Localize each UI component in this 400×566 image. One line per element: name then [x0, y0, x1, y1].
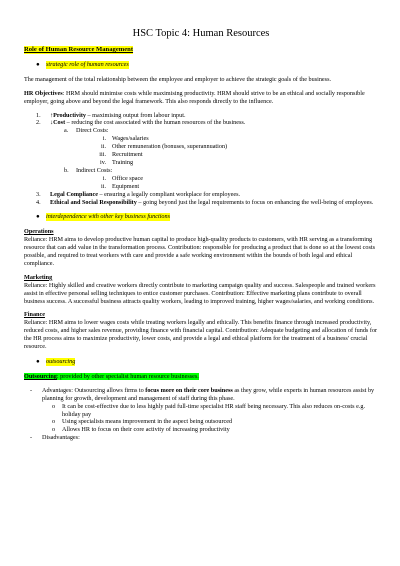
list-item-text	[50, 199, 373, 207]
advantage-sub-item	[52, 403, 378, 419]
list-number: 2.	[36, 119, 41, 127]
bullet-strategic-role-text: strategic role of human resources	[46, 60, 129, 68]
bullet-outsourcing	[36, 358, 378, 366]
finance-heading: Finance	[24, 311, 45, 319]
roman-number: i.	[102, 174, 106, 182]
indirect-costs-label: Indirect Costs:	[76, 166, 113, 174]
advantage-sub-text: Allows HR to focus on their core activity of increasing productivity	[62, 426, 230, 434]
advantages-post: as they grow, while experts in human resources assist by planning for growth, development and management of staff during this phase.	[42, 386, 375, 402]
list-number: 3.	[36, 190, 41, 198]
outsourcing-highlight	[24, 373, 199, 380]
roman-number: ii.	[101, 143, 106, 151]
bullet-icon: ●	[36, 60, 40, 68]
marketing-paragraph: Reliance: Highly skilled and creative workers directly contribute to marketing campaign quality and success. Salespeople and trained workers assist in effective personal selling techniques to entice customer purchases. Contribution: Effective marketing plans contribute to overall business success. A successful business attracts quality workers, leading to improved training, higher wages/salaries, and working conditions.	[24, 281, 376, 305]
sub-list-item	[82, 135, 378, 143]
advantage-sub-text: Using specialists means improvement in the aspect being outsourced	[62, 418, 233, 426]
list-item-desc: – ensuring a legally compliant workplace for employees.	[97, 190, 241, 198]
direct-costs-label: Direct Costs:	[76, 127, 109, 135]
sub-list-text: Recruitment	[112, 151, 143, 159]
advantages-text	[42, 387, 378, 403]
section-heading-role: Role of Human Resource Management	[24, 46, 134, 53]
advantage-sub-text: It can be cost-effective due to less highly paid full-time specialist HR staff being necessary. This also reduces on-costs e.g. holiday pay	[62, 402, 366, 418]
list-item-desc: – maximising output from labour input.	[85, 111, 186, 119]
bullet-icon: ●	[36, 358, 40, 365]
circle-bullet: o	[52, 426, 56, 434]
outsourcing-definition	[24, 373, 378, 381]
operations-paragraph: Reliance: HRM aims to develop productive human capital to produce high-quality products to customers, with HR serving as a transforming resource that can add value in the transformation process. Contribution: responsible for producing a product that is done so at the lowest costs possible, and required to treat workers with care and provide a safe working environment within the bounds of both legal and ethical compliance.	[24, 236, 376, 267]
list-item-label: ↑Productivity	[50, 111, 86, 119]
sub-list-item	[82, 183, 378, 191]
list-item-label: Legal Compliance	[50, 190, 98, 198]
bullet-interdependence-text: interdependence with other key business functions	[46, 213, 171, 221]
list-item-desc: – reducing the cost associated with the human resources of the business.	[65, 119, 246, 127]
sub-list-text: Other remuneration (bonuses, superannuation)	[112, 143, 228, 151]
outsourcing-text: : provided by other specialist human resource businesses.	[56, 372, 199, 380]
advantages-bold: focus more on their core business	[145, 386, 233, 394]
hr-objectives-label: HR Objectives	[24, 89, 63, 97]
list-item-text	[50, 191, 240, 199]
list-item-label: ↓Cost	[50, 119, 66, 127]
sub-list-item	[82, 175, 378, 183]
hr-objectives-text: : HRM should minimise costs while maximising productivity. HRM should strive to be an ethical and socially responsible employer, going above and beyond the legal framework. This also responds directly to the influence.	[24, 89, 365, 105]
sub-list-text: Office space	[112, 174, 143, 182]
direct-costs-item	[52, 127, 378, 135]
bullet-icon: ●	[36, 213, 40, 221]
roman-number: i.	[102, 135, 106, 143]
marketing-heading: Marketing	[24, 273, 53, 281]
list-item	[24, 191, 378, 199]
bullet-outsourcing-text: outsourcing	[46, 358, 76, 365]
dash-bullet: -	[30, 386, 33, 394]
advantages-pre: Advantages: Outsourcing allows firms to	[42, 386, 146, 394]
finance-paragraph: Reliance: HRM aims to lower wages costs while treating workers legally and ethically. This benefits finance through increased productivity, reduced costs, and higher sales revenue, providing finance with financial capital. Contribution: Adequate budgeting and allocation of funds for the HR process aims to maximize productivity, lower costs, and provide a legal and ethical platform for the treatment of a business' crucial resource.	[24, 319, 378, 351]
roman-number: iv.	[100, 158, 106, 166]
indirect-costs-item	[52, 167, 378, 175]
page-title: HSC Topic 4: Human Resources	[132, 28, 270, 39]
list-item-label: Ethical and Social Responsibility	[50, 198, 137, 206]
roman-number: iii.	[99, 151, 106, 159]
dash-bullet: -	[30, 434, 33, 442]
advantages-item	[30, 387, 378, 403]
sub-list-text: Wages/salaries	[112, 135, 149, 143]
list-item-text	[50, 119, 245, 127]
list-number: 1.	[36, 111, 41, 119]
bullet-interdependence	[36, 213, 378, 221]
roman-number: ii.	[101, 182, 106, 190]
sub-list-item	[82, 143, 378, 151]
sub-list-text: Equipment	[112, 182, 140, 190]
hr-objectives-paragraph	[24, 90, 378, 106]
list-item	[24, 199, 378, 207]
list-item	[24, 119, 378, 127]
outsourcing-label: Outsourcing	[24, 372, 57, 380]
list-letter: b.	[64, 166, 69, 174]
circle-bullet: o	[52, 418, 56, 426]
sub-list-text: Training	[112, 158, 134, 166]
objectives-list	[24, 112, 378, 207]
sub-list-item	[82, 159, 378, 167]
sub-list-item	[82, 151, 378, 159]
operations-heading: Operations	[24, 228, 54, 236]
disadvantages-item	[30, 434, 378, 442]
advantage-sub-item	[52, 426, 378, 434]
disadvantages-text: Disadvantages:	[42, 434, 80, 442]
bullet-strategic-role	[36, 61, 378, 69]
list-letter: a.	[64, 127, 69, 135]
list-number: 4.	[36, 198, 41, 206]
intro-paragraph: The management of the total relationship between the employee and employer to achieve the strategic goals of the business.	[24, 75, 332, 83]
circle-bullet: o	[52, 402, 56, 410]
list-item	[24, 112, 378, 120]
list-item-text	[50, 112, 186, 120]
advantage-sub-item	[52, 418, 378, 426]
list-item-desc: – going beyond just the legal requirements to focus on enhancing the well-being of employees.	[136, 198, 374, 206]
